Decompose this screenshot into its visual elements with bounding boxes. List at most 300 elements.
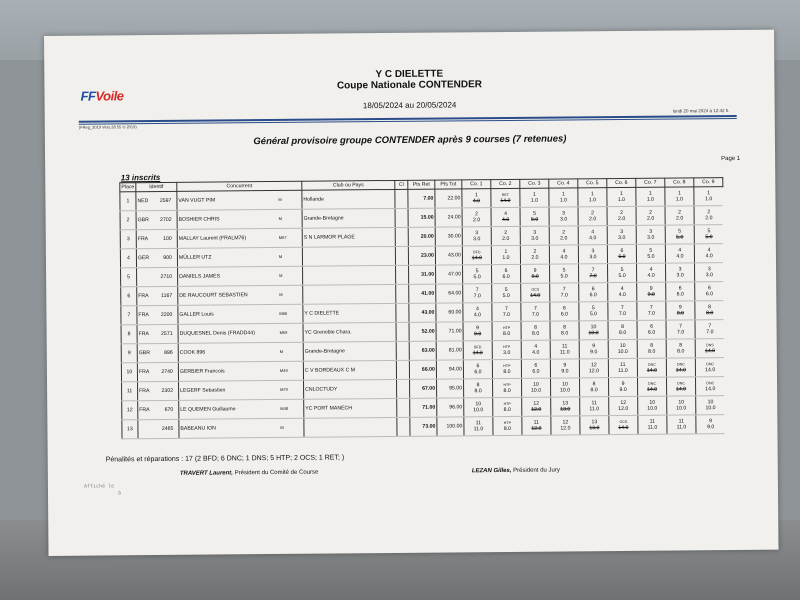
race-6-cell	[608, 358, 637, 377]
race-rank: HTP	[503, 382, 511, 387]
race-rank: 2	[649, 209, 653, 216]
sail-number: 2740	[161, 368, 173, 375]
race-7-cell	[636, 206, 665, 225]
club-name: Y C DIELETTE	[375, 68, 444, 81]
competitor-name: DANIELS JAMES	[179, 273, 221, 280]
competitor-cell	[178, 285, 303, 305]
race-points-discarded: 6.0	[618, 253, 626, 260]
race-7-cell	[638, 396, 667, 415]
points-retained: 73.00	[410, 417, 437, 436]
race-6-cell	[607, 263, 636, 282]
race-points: 8.0	[531, 330, 540, 337]
race-1-cell	[463, 379, 492, 398]
nationality: FRA	[138, 331, 149, 338]
race-rank: 4	[475, 305, 479, 312]
competitor-name: VAN VUGT PIM	[178, 197, 216, 204]
race-2-cell	[491, 264, 520, 283]
nationality: GBR	[138, 350, 151, 357]
ident-cell	[136, 191, 177, 210]
race-points: 8.0	[503, 368, 511, 376]
col-race-2: Co. 2	[491, 179, 520, 188]
race-2-cell	[491, 207, 520, 226]
race-rank: 1	[561, 190, 565, 197]
points-retained: 15.00	[408, 208, 435, 227]
race-points: 1.0	[675, 196, 684, 203]
points-retained: 67.00	[409, 379, 436, 398]
ident-cell	[137, 362, 178, 381]
class-cell	[395, 227, 408, 246]
category: M59	[279, 329, 288, 335]
race-rank: 9	[649, 285, 653, 292]
class-cell	[395, 189, 408, 208]
race-8-cell	[667, 396, 696, 415]
club-cell: CNLOCTUDY	[303, 379, 396, 399]
race-3-cell	[521, 378, 550, 397]
race-1-cell	[464, 417, 493, 436]
race-1-cell	[462, 246, 491, 265]
ident-cell	[138, 400, 179, 419]
race-points: 3.0	[647, 234, 655, 241]
race-points: 1.0	[646, 196, 655, 203]
sail-number: 1167	[161, 292, 173, 299]
race-8-cell	[666, 320, 695, 339]
race-points: 7.0	[502, 311, 511, 319]
race-rank: 6	[707, 284, 711, 291]
race-rank: 5	[562, 266, 566, 273]
race-rank: 7	[649, 304, 653, 311]
race-rank: 10	[533, 381, 539, 388]
race-points: 3.0	[503, 349, 511, 357]
race-rank: 10	[707, 398, 714, 405]
race-rank: 3	[678, 265, 682, 272]
place-cell: 1	[120, 192, 136, 211]
race-rank: 8	[679, 341, 683, 348]
race-4-cell	[549, 245, 578, 264]
race-rank: 3	[649, 228, 653, 235]
race-9-cell	[695, 377, 724, 396]
points-retained: 63.00	[409, 341, 436, 360]
competitor-name: DE RAUCOURT SEBASTIEN	[179, 292, 248, 299]
race-points: 1.0	[559, 197, 568, 204]
race-rank: HTP	[503, 363, 511, 368]
points-total: 100.00	[437, 417, 464, 436]
race-7-cell	[637, 339, 666, 358]
category: M	[279, 272, 283, 278]
race-rank: 5	[475, 267, 479, 274]
col-race-7: Co. 7	[636, 178, 665, 187]
race-rank: 3	[562, 209, 566, 216]
race-9-cell	[696, 396, 725, 415]
race-points: 2.0	[646, 215, 655, 222]
category: M67	[278, 234, 287, 240]
results-table	[119, 168, 725, 439]
race-1-cell	[463, 341, 492, 360]
race-rank: RET	[501, 192, 509, 197]
race-5-cell	[579, 283, 608, 302]
race-points: 3.0	[559, 216, 568, 223]
col-race-9: Co. 9	[694, 178, 723, 187]
competitor-name: DUQUESNEL Denis (FRADD44)	[179, 330, 255, 337]
race-rank: 3	[591, 247, 595, 254]
race-rank: 6	[620, 247, 624, 254]
race-rank: OCS	[619, 419, 628, 424]
race-points: 5.0	[502, 292, 510, 300]
race-7-cell	[637, 320, 666, 339]
class-cell	[396, 265, 409, 284]
race-points-discarded: 4.0	[472, 198, 481, 205]
race-rank: 7	[562, 285, 566, 292]
race-points: 7.0	[531, 311, 540, 318]
race-points: 10.0	[473, 407, 484, 414]
race-6-cell	[607, 244, 636, 263]
sail-number: 2200	[160, 311, 173, 318]
race-rank: 13	[562, 399, 569, 406]
race-points: 4.0	[589, 235, 597, 242]
competitor-name: COOK 896	[179, 349, 206, 356]
sail-number: 2710	[160, 273, 173, 280]
race-points-discarded: 8.0	[706, 310, 714, 317]
race-points-discarded: 10.0	[588, 330, 599, 337]
club-cell: Grande-Bretagne	[302, 208, 395, 228]
race-points: 8.0	[618, 329, 627, 336]
race-points: 6.0	[502, 273, 510, 281]
race-9-cell	[695, 320, 724, 339]
race-rank: 6	[504, 267, 508, 274]
race-4-cell	[550, 321, 579, 340]
competitor-name: MÜLLER UTZ	[178, 254, 212, 261]
competitor-cell	[179, 418, 304, 438]
software-reference: (FReg_2019 Vers.28.55 © 2019)	[78, 124, 137, 130]
race-points: 2.0	[675, 215, 684, 222]
category: M	[279, 348, 284, 354]
race-points: 1.0	[617, 196, 626, 203]
race-points: 1.0	[588, 197, 597, 204]
race-3-cell	[520, 226, 549, 245]
competitor-cell	[178, 304, 303, 324]
nationality: FRA	[139, 388, 150, 395]
points-total: 24.00	[435, 208, 462, 227]
race-5-cell	[579, 340, 608, 359]
race-2-cell	[491, 226, 520, 245]
race-points-discarded: 7.0	[589, 273, 597, 280]
race-8-cell	[665, 225, 694, 244]
competitor-name: BOSHIER CHRIS	[178, 216, 220, 223]
class-cell	[396, 284, 409, 303]
race-8-cell	[666, 358, 695, 377]
race-3-cell	[520, 245, 549, 264]
race-5-cell	[579, 378, 608, 397]
race-3-cell	[521, 321, 550, 340]
competitor-name: LE QUEMEN Guillaume	[180, 406, 236, 413]
race-points-discarded: 14.0	[704, 348, 716, 355]
race-points: 11.0	[559, 349, 570, 356]
place-cell: 13	[122, 420, 138, 439]
race-9-cell	[694, 244, 723, 263]
nationality: NED	[137, 198, 149, 205]
competitor-cell	[177, 209, 302, 229]
race-rank: DNC	[706, 361, 715, 366]
event-name: Coupe Nationale CONTENDER	[336, 79, 482, 92]
race-2-cell	[492, 283, 521, 302]
ident-cell	[137, 267, 178, 286]
race-rank: 9	[678, 303, 682, 310]
nationality: FRA	[138, 312, 149, 319]
competitor-cell	[179, 399, 304, 419]
race-points-discarded: 5.0	[676, 234, 684, 241]
results-body	[120, 187, 725, 439]
race-points: 3.0	[531, 235, 539, 242]
race-points: 7.0	[676, 329, 685, 336]
race-2-cell	[492, 359, 521, 378]
race-1-cell	[462, 265, 491, 284]
race-points: 4.0	[705, 253, 713, 260]
race-points-discarded: 5.0	[530, 216, 539, 223]
race-rank: DNS	[706, 342, 714, 347]
race-rank: 11	[649, 418, 656, 425]
place-cell: 9	[121, 344, 137, 363]
race-rank: 4	[707, 246, 711, 253]
race-7-cell	[637, 358, 666, 377]
race-rank: 11	[620, 361, 626, 368]
col-club: Club ou Pays	[302, 180, 395, 190]
race-rank: 12	[533, 400, 540, 407]
race-points-discarded: 14.0	[647, 386, 658, 393]
race-points: 12.0	[560, 425, 571, 432]
race-points: 5.0	[560, 273, 568, 280]
race-3-cell	[520, 207, 549, 226]
race-points: 11.0	[473, 426, 484, 433]
race-9-cell	[695, 339, 724, 358]
race-rank: 7	[620, 304, 624, 311]
entries-count: 13 inscrits	[120, 172, 161, 183]
place-cell: 7	[121, 306, 137, 325]
race-points: 7.0	[647, 310, 656, 317]
race-2-cell	[492, 340, 521, 359]
place-cell: 11	[122, 382, 138, 401]
race-rank: BFD	[473, 249, 481, 254]
race-points: 8.0	[677, 348, 685, 355]
race-rank: HTP	[503, 401, 511, 406]
race-rank: 6	[678, 284, 682, 291]
col-concurrent: Concurrent	[177, 181, 302, 191]
race-points: 12.0	[618, 405, 629, 413]
class-cell	[396, 341, 409, 360]
results-sheet	[44, 30, 779, 556]
race-rank: 12	[620, 399, 627, 406]
col-cl: Cl	[395, 180, 408, 189]
race-rank: 3	[475, 229, 479, 236]
race-points-discarded: 14.0	[500, 197, 511, 205]
club-cell	[302, 246, 395, 266]
competitor-cell	[178, 323, 303, 343]
race-points: 11.0	[618, 367, 628, 375]
race-4-cell	[549, 207, 578, 226]
race-points-discarded: 13.0	[560, 406, 571, 413]
race-rank: 8	[708, 303, 712, 310]
place-cell: 2	[120, 211, 136, 230]
race-2-cell	[493, 416, 522, 435]
table-row	[122, 415, 725, 439]
race-5-cell	[579, 302, 608, 321]
race-points-discarded: 9.0	[647, 291, 655, 298]
race-points: 5.0	[589, 311, 598, 318]
points-retained: 71.00	[410, 398, 437, 417]
race-4-cell	[550, 359, 579, 378]
race-rank: 11	[591, 399, 597, 406]
nationality: FRA	[137, 236, 149, 243]
points-retained: 31.00	[408, 265, 435, 284]
race-points: 8.0	[560, 330, 569, 337]
race-rank: 2	[504, 229, 508, 236]
competitor-name: LEGERF Sebastien	[180, 387, 226, 394]
race-9-cell	[695, 358, 724, 377]
race-rank: 1	[474, 191, 478, 198]
race-2-cell	[492, 321, 521, 340]
race-rank: 7	[475, 286, 479, 293]
race-points: 4.0	[647, 272, 655, 279]
race-points: 3.0	[589, 254, 597, 261]
race-points-discarded: 12.0	[531, 406, 542, 413]
competitor-name: BABEANU ION	[180, 425, 216, 432]
race-6-cell	[608, 339, 637, 358]
category: M	[278, 196, 282, 202]
race-points: 6.0	[560, 311, 569, 318]
race-rank: 8	[476, 381, 480, 388]
nationality: FRA	[139, 407, 150, 414]
race-points: 10.0	[647, 405, 658, 412]
points-total: 94.00	[436, 360, 463, 379]
competitor-cell	[179, 380, 304, 400]
race-5-cell	[578, 226, 607, 245]
race-rank: DNC	[648, 381, 656, 386]
competitor-cell	[177, 190, 302, 210]
race-points: 2.0	[472, 217, 481, 224]
race-9-cell	[695, 301, 724, 320]
race-rank: 4	[591, 228, 595, 235]
race-points: 2.0	[531, 254, 539, 261]
race-points-discarded: 14.0	[530, 292, 541, 299]
race-rank: 5	[678, 227, 682, 234]
race-6-cell	[607, 225, 636, 244]
col-race-6: Co. 6	[607, 178, 636, 187]
race-2-cell	[491, 245, 520, 264]
competitor-cell	[178, 266, 303, 286]
race-points: 2.0	[560, 235, 568, 242]
race-5-cell	[580, 397, 609, 416]
sail-number: 900	[163, 254, 172, 261]
race-rank: 6	[562, 304, 566, 311]
race-4-cell	[549, 188, 578, 207]
class-cell	[396, 322, 409, 341]
nationality: GER	[137, 255, 150, 262]
race-1-cell	[464, 398, 493, 417]
race-rank: 4	[562, 247, 566, 254]
points-retained: 66.00	[409, 360, 436, 379]
race-points: 9.0	[561, 368, 569, 375]
points-total: 60.00	[436, 303, 463, 322]
race-rank: 5	[620, 266, 624, 273]
race-points: 5.0	[618, 272, 626, 279]
race-rank: 8	[592, 380, 596, 387]
race-1-cell	[462, 227, 491, 246]
ident-cell	[136, 210, 177, 229]
race-8-cell	[665, 244, 694, 263]
race-rank: 8	[563, 323, 567, 330]
sail-number: 2702	[160, 216, 172, 223]
class-cell	[397, 398, 410, 417]
race-points: 12.0	[588, 368, 600, 375]
race-5-cell	[579, 359, 608, 378]
class-cell	[396, 379, 409, 398]
race-points: 9.0	[707, 424, 715, 431]
race-rank: 9	[563, 361, 567, 368]
race-rank: DNC	[677, 380, 685, 385]
race-points: 3.0	[705, 272, 713, 279]
club-cell: Y C DIELETTE	[303, 303, 396, 323]
race-3-cell	[521, 302, 550, 321]
race-3-cell	[521, 283, 550, 302]
race-rank: 11	[561, 342, 568, 349]
race-rank: 10	[562, 380, 568, 387]
race-points-discarded: 9.0	[676, 310, 685, 317]
race-2-cell	[491, 188, 520, 207]
race-points-discarded: 9.0	[531, 273, 539, 280]
race-points: 1.0	[530, 197, 539, 204]
race-points: 4.0	[618, 291, 626, 298]
race-3-cell	[521, 340, 550, 359]
race-rank: 13	[591, 418, 598, 425]
race-rank: 6	[534, 362, 538, 369]
race-rank: 4	[504, 210, 508, 217]
place-cell: 3	[120, 230, 136, 249]
race-points: 11.0	[589, 406, 600, 413]
race-rank: 5	[649, 247, 653, 254]
club-cell: S N LARMOR PLAGE	[302, 227, 395, 247]
race-7-cell	[637, 282, 666, 301]
points-total: 43.00	[435, 246, 462, 265]
club-cell	[304, 417, 397, 437]
race-points-discarded: 5.0	[705, 234, 713, 241]
race-rank: DNC	[676, 361, 685, 366]
points-total: 47.00	[435, 265, 462, 284]
race-rank: 8	[621, 323, 625, 330]
race-rank: 5	[707, 227, 711, 234]
race-rank: 10	[475, 400, 482, 407]
race-points: 10.0	[617, 348, 628, 356]
race-8-cell	[667, 415, 696, 434]
race-points: 14.0	[705, 386, 716, 393]
race-6-cell	[607, 206, 636, 225]
competitor-name: GALLER Louis	[179, 311, 214, 318]
race-points: 10.0	[676, 405, 687, 412]
race-rank: 1	[619, 190, 623, 197]
class-cell	[395, 246, 408, 265]
category: M	[279, 291, 283, 297]
race-1-cell	[463, 360, 492, 379]
race-points: 6.0	[705, 291, 714, 298]
points-total: 81.00	[436, 341, 463, 360]
race-8-cell	[665, 187, 694, 206]
competitor-cell	[177, 247, 302, 267]
sail-number: 670	[164, 406, 174, 413]
place-cell: 12	[122, 401, 138, 420]
ident-cell	[137, 305, 178, 324]
race-rank: BFD	[474, 344, 482, 349]
competitor-name: MALLAY Laurent (FRALM76)	[178, 235, 247, 242]
points-total: 71.00	[436, 322, 463, 341]
race-6-cell	[609, 415, 638, 434]
competitor-name: GERBIER Francois	[179, 368, 225, 375]
